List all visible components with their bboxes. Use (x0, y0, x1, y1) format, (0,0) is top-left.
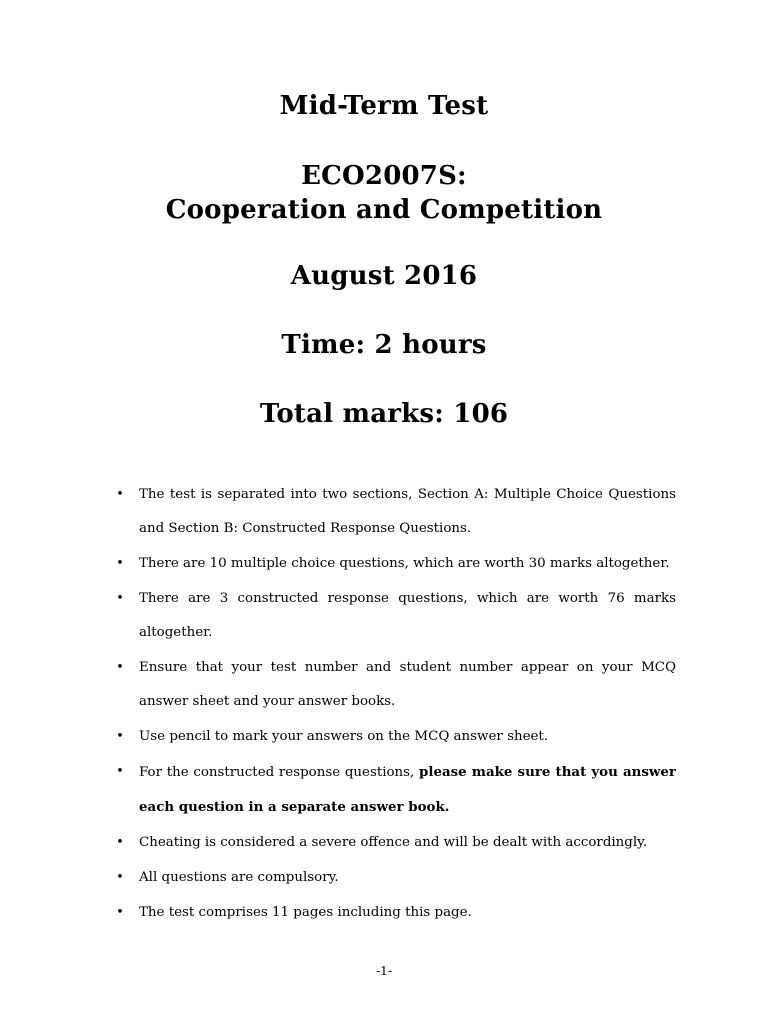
bullet-icon: • (116, 764, 124, 779)
instruction-text: There are 3 constructed response questions, which are worth 76 marks altogether. (139, 591, 676, 640)
instruction-item (114, 826, 676, 860)
instruction-text-emphasis: please make sure that you answer each question in a separate answer book. (139, 764, 676, 815)
page-number: -1- (376, 964, 392, 978)
instruction-item (114, 861, 676, 895)
bullet-icon: • (116, 487, 124, 502)
instruction-text: Cheating is considered a severe offence and will be dealt with accordingly. (139, 835, 648, 850)
instruction-text: There are 10 multiple choice questions, which are worth 30 marks altogether. (139, 556, 670, 571)
test-duration: Time: 2 hours (281, 330, 487, 360)
instruction-item (114, 720, 676, 754)
bullet-icon: • (116, 905, 124, 920)
instruction-text-prefix: For the constructed response questions, (139, 765, 419, 780)
instruction-text: All questions are compulsory. (139, 870, 339, 885)
instruction-item (114, 478, 676, 546)
instruction-text: The test is separated into two sections, Section A: Multiple Choice Questions and Section B: Constructed Response Questions. (139, 487, 676, 536)
bullet-icon: • (116, 729, 124, 744)
instruction-text: The test comprises 11 pages including this page. (139, 905, 472, 920)
instruction-item (114, 651, 676, 719)
instruction-item (114, 896, 676, 930)
instruction-text: Ensure that your test number and student number appear on your MCQ answer sheet and your answer books. (139, 660, 676, 709)
bullet-icon: • (116, 556, 124, 571)
instructions-list (114, 478, 676, 931)
test-title: Mid-Term Test (279, 91, 489, 121)
bullet-icon: • (116, 591, 124, 606)
bullet-icon: • (116, 660, 124, 675)
instruction-item (114, 755, 676, 825)
course-name: Cooperation and Competition (165, 195, 603, 225)
total-marks: Total marks: 106 (259, 399, 509, 429)
test-date: August 2016 (290, 261, 478, 291)
instruction-item (114, 547, 676, 581)
instruction-item (114, 582, 676, 650)
bullet-icon: • (116, 835, 124, 850)
instruction-text: Use pencil to mark your answers on the MCQ answer sheet. (139, 729, 549, 744)
course-code: ECO2007S: (301, 161, 467, 191)
bullet-icon: • (116, 870, 124, 885)
